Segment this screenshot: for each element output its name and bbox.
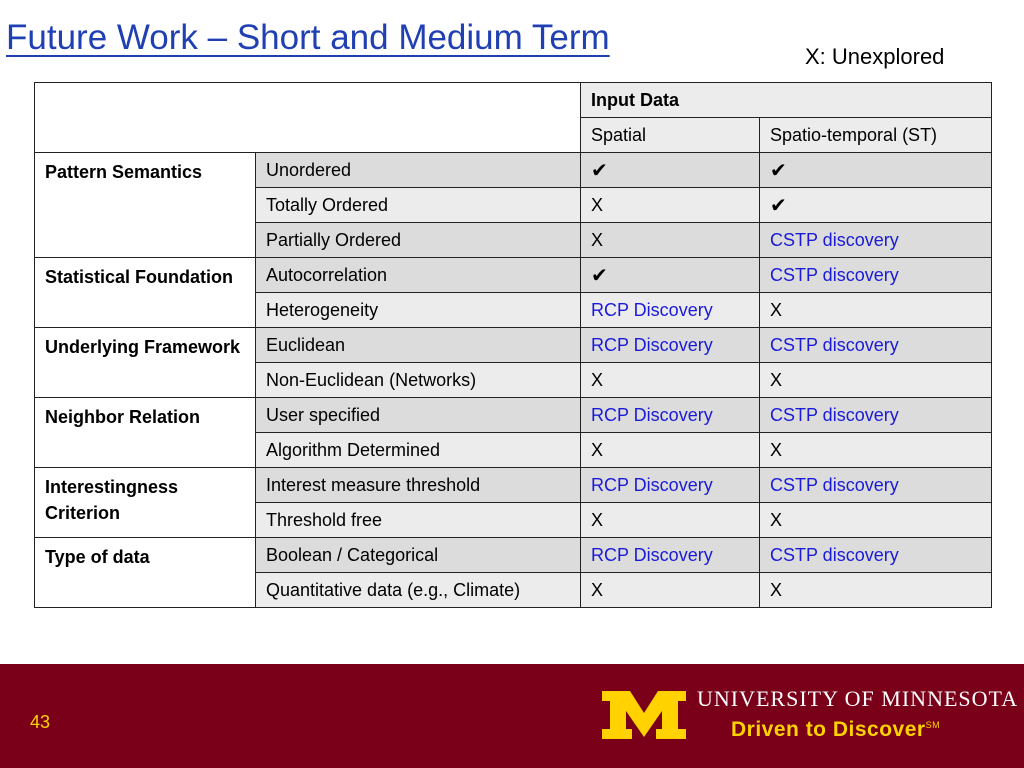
table-corner-cell <box>35 83 581 153</box>
page-number: 43 <box>30 712 51 732</box>
st-cell: CSTP discovery <box>760 258 992 293</box>
row-label: Threshold free <box>256 503 581 538</box>
row-label: Unordered <box>256 153 581 188</box>
st-cell: CSTP discovery <box>760 398 992 433</box>
spatial-cell: X <box>581 433 760 468</box>
row-group-underlying-framework: Underlying Framework <box>35 328 256 398</box>
university-name: UNIVERSITY OF MINNESOTA <box>697 686 1019 711</box>
spatial-cell: RCP Discovery <box>581 468 760 503</box>
row-group-statistical-foundation: Statistical Foundation <box>35 258 256 328</box>
st-cell: X <box>760 293 992 328</box>
input-data-header: Input Data <box>581 83 992 118</box>
spatial-cell: RCP Discovery <box>581 538 760 573</box>
st-cell: CSTP discovery <box>760 468 992 503</box>
row-group-interestingness-criterion: Interestingness Criterion <box>35 468 256 538</box>
spatial-cell: RCP Discovery <box>581 293 760 328</box>
row-group-type-of-data: Type of data <box>35 538 256 608</box>
spatial-cell: X <box>581 573 760 608</box>
slide-title: Future Work – Short and Medium Term <box>6 18 610 57</box>
row-label: Algorithm Determined <box>256 433 581 468</box>
spatial-cell: RCP Discovery <box>581 398 760 433</box>
st-cell: CSTP discovery <box>760 538 992 573</box>
row-group-neighbor-relation: Neighbor Relation <box>35 398 256 468</box>
spatial-cell: RCP Discovery <box>581 328 760 363</box>
row-label: Euclidean <box>256 328 581 363</box>
row-label: Interest measure threshold <box>256 468 581 503</box>
row-label: Autocorrelation <box>256 258 581 293</box>
st-cell: X <box>760 573 992 608</box>
st-cell: X <box>760 503 992 538</box>
check-icon: ✔ <box>581 153 760 188</box>
table-row <box>35 258 992 293</box>
check-icon: ✔ <box>581 258 760 293</box>
row-label: Partially Ordered <box>256 223 581 258</box>
row-label: Heterogeneity <box>256 293 581 328</box>
row-label: Boolean / Categorical <box>256 538 581 573</box>
row-label: Totally Ordered <box>256 188 581 223</box>
st-cell: X <box>760 433 992 468</box>
st-cell: CSTP discovery <box>760 223 992 258</box>
footer-bar <box>0 664 1024 768</box>
comparison-table <box>34 82 992 608</box>
row-label: User specified <box>256 398 581 433</box>
block-m-logo-icon <box>600 689 688 741</box>
table-row <box>35 468 992 503</box>
tagline-text: Driven to Discover <box>731 718 926 741</box>
row-label: Quantitative data (e.g., Climate) <box>256 573 581 608</box>
st-cell: CSTP discovery <box>760 328 992 363</box>
check-icon: ✔ <box>760 153 992 188</box>
spatial-cell: X <box>581 503 760 538</box>
spatial-column-header: Spatial <box>581 118 760 153</box>
spatial-cell: X <box>581 188 760 223</box>
st-column-header: Spatio-temporal (ST) <box>760 118 992 153</box>
table-row <box>35 153 992 188</box>
tagline <box>731 718 940 742</box>
st-cell: X <box>760 363 992 398</box>
table-row <box>35 538 992 573</box>
row-group-pattern-semantics: Pattern Semantics <box>35 153 256 258</box>
row-label: Non-Euclidean (Networks) <box>256 363 581 398</box>
table-row <box>35 398 992 433</box>
spatial-cell: X <box>581 223 760 258</box>
table-row <box>35 328 992 363</box>
spatial-cell: X <box>581 363 760 398</box>
check-icon: ✔ <box>760 188 992 223</box>
legend-text: X: Unexplored <box>805 44 945 69</box>
service-mark: SM <box>925 720 941 730</box>
